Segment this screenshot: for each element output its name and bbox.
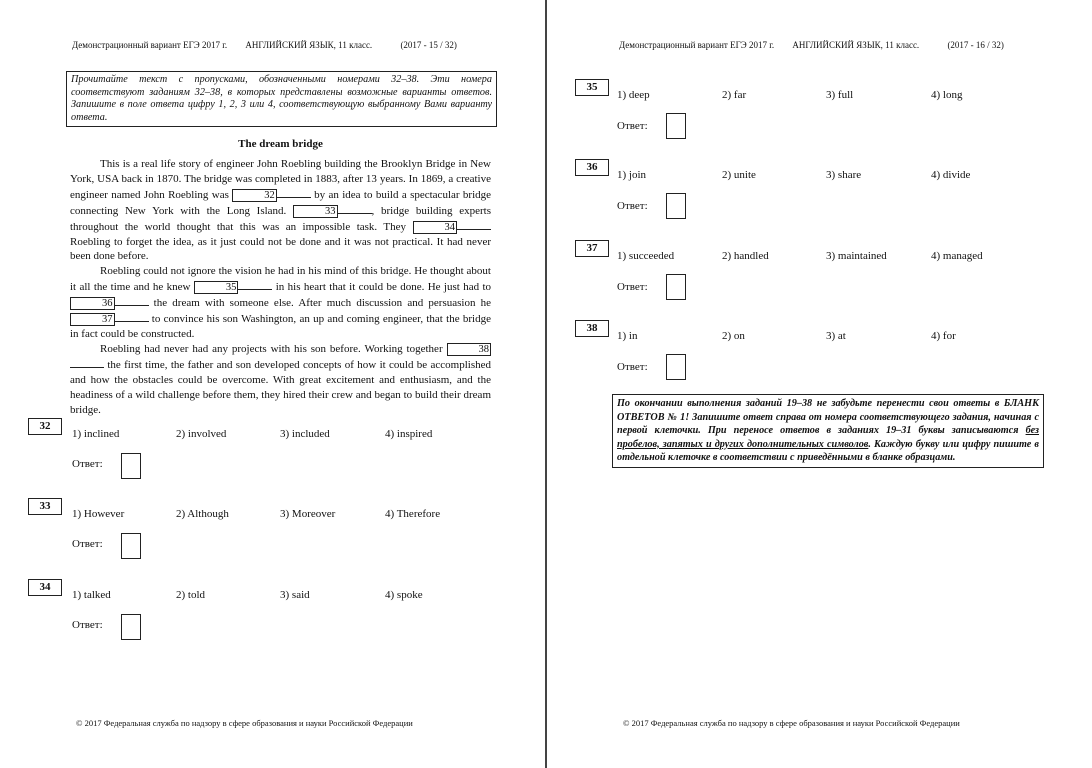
gap-blank [238, 279, 272, 290]
gap-blank [70, 357, 104, 368]
passage-paragraph: Roebling could not ignore the vision he had in his mind of this bridge. He thought about it all the time and he knew 35 in his heart that it could be done. He just had to 36 the dream with someone else. After much discussion and persuasion he 37 to convince his son Washington, an up and coming engineer, that the bridge in fact could be constructed. [70, 265, 492, 340]
answer-input-box[interactable] [666, 354, 686, 380]
answer-option: 4) long [931, 89, 963, 101]
answer-option: 3) at [826, 330, 846, 342]
page-header [72, 40, 457, 50]
question-number: 36 [575, 159, 609, 176]
answer-label: Ответ: [72, 538, 103, 550]
answer-option: 1) succeeded [617, 250, 675, 262]
answer-option: 1) inclined [72, 428, 120, 440]
answer-option: 3) full [826, 89, 854, 101]
page-left [0, 0, 545, 768]
question-35 [547, 79, 1092, 141]
gap-blank [457, 219, 491, 230]
question-number: 33 [28, 498, 62, 515]
question-number: 34 [28, 579, 62, 596]
answer-option: 2) on [722, 330, 745, 342]
question-number: 37 [575, 240, 609, 257]
answer-option: 4) Therefore [385, 508, 441, 520]
gap-number: 33 [293, 205, 338, 218]
answer-option: 1) talked [72, 589, 111, 601]
gap-blank [115, 295, 149, 306]
answer-option: 4) spoke [385, 589, 423, 601]
passage-paragraph: This is a real life story of engineer John Roebling building the Brooklyn Bridge in New York, USA back in 1870. The bridge was completed in 1883, after 13 years. In 1869, a creative engineer named John Roebling was 32 by an idea to build a spectacular bridge connecting New York with the Long Island. 33 , bridge building experts throughout the world thought that this was an impossible task. They 34 Roebling to forget the idea, as it just could not be done and it was not practical. It had never been done before. [70, 158, 492, 263]
answer-label: Ответ: [617, 120, 648, 132]
question-36 [547, 159, 1092, 221]
answer-input-box[interactable] [121, 614, 141, 640]
answer-label: Ответ: [617, 281, 648, 293]
answer-option: 4) inspired [385, 428, 433, 440]
question-number: 35 [575, 79, 609, 96]
answer-option: 2) involved [176, 428, 227, 440]
underlined-phrase: без пробелов, запятых и других дополнительных символов [617, 425, 1040, 450]
answer-input-box[interactable] [666, 113, 686, 139]
answer-option: 4) divide [931, 169, 971, 181]
answer-option: 3) Moreover [280, 508, 336, 520]
answer-option: 2) handled [722, 250, 769, 262]
gap-number: 38 [447, 343, 492, 356]
question-38 [547, 320, 1092, 382]
header-page-number: (2017 - 15 / 32) [400, 40, 457, 50]
header-exam-name: Демонстрационный вариант ЕГЭ 2017 г. [72, 40, 228, 50]
gap-number: 35 [194, 281, 239, 294]
answer-input-box[interactable] [666, 274, 686, 300]
answer-option: 2) unite [722, 169, 756, 181]
answer-option: 4) managed [931, 250, 983, 262]
page-right [547, 0, 1092, 768]
answer-option: 2) far [722, 89, 747, 101]
answer-label: Ответ: [72, 458, 103, 470]
gap-blank [277, 187, 311, 198]
final-reminder-note: По окончании выполнения заданий 19–38 не забудьте перенести свои ответы в БЛАНК ОТВЕТОВ № 1! Запишите ответ справа от номера соответствующего задания, начиная с первой клеточки. При переносе ответов в заданиях 19–31 буквы записываются без пробелов, запятых и других дополнительных символов. Каждую букву или цифру пишите в отдельной клеточке в соответствии с приведёнными в бланке образцами. [612, 394, 1044, 468]
answer-option: 3) share [826, 169, 862, 181]
answer-input-box[interactable] [666, 193, 686, 219]
answer-option: 3) said [280, 589, 310, 601]
gap-number: 34 [413, 221, 458, 234]
passage-paragraph: Roebling had never had any projects with his son before. Working together 38 the first time, the father and son developed concepts of how it could be accomplished and how the obstacles could be overcome. With great excitement and enthusiasm, and the headiness of a wild challenge before them, they hired their crew and began to build their dream bridge. [70, 342, 491, 416]
answer-label: Ответ: [617, 361, 648, 373]
header-exam-name: Демонстрационный вариант ЕГЭ 2017 г. [619, 40, 775, 50]
page-header [619, 40, 1004, 50]
header-subject: АНГЛИЙСКИЙ ЯЗЫК, 11 класс. [792, 40, 920, 50]
answer-input-box[interactable] [121, 533, 141, 559]
question-33 [0, 498, 545, 560]
gap-number: 37 [70, 313, 115, 326]
answer-label: Ответ: [72, 619, 103, 631]
answer-option: 3) included [280, 428, 330, 440]
answer-option: 1) in [617, 330, 638, 342]
answer-option: 1) join [617, 169, 647, 181]
question-number: 32 [28, 418, 62, 435]
gap-number: 32 [232, 189, 277, 202]
gap-blank [115, 311, 149, 322]
answer-option: 1) deep [617, 89, 650, 101]
question-32 [0, 418, 545, 480]
answer-option: 1) However [72, 508, 125, 520]
gap-number: 36 [70, 297, 115, 310]
header-subject: АНГЛИЙСКИЙ ЯЗЫК, 11 класс. [245, 40, 373, 50]
passage-title: The dream bridge [238, 138, 323, 150]
header-page-number: (2017 - 16 / 32) [947, 40, 1004, 50]
answer-input-box[interactable] [121, 453, 141, 479]
answer-option: 2) told [176, 589, 206, 601]
answer-label: Ответ: [617, 200, 648, 212]
answer-option: 3) maintained [826, 250, 887, 262]
page-footer: © 2017 Федеральная служба по надзору в сфере образования и науки Российской Федерации [623, 718, 960, 728]
task-instructions: Прочитайте текст с пропусками, обозначенными номерами 32–38. Эти номера соответствуют заданиям 32–38, в которых представлены возможные варианты ответов. Запишите в поле ответа цифру 1, 2, 3 или 4, соответствующую выбранному Вами варианту ответа. [66, 71, 497, 127]
question-34 [0, 579, 545, 641]
gap-blank [338, 203, 372, 214]
question-37 [547, 240, 1092, 302]
page-footer: © 2017 Федеральная служба по надзору в сфере образования и науки Российской Федерации [76, 718, 413, 728]
passage-text [70, 157, 491, 417]
answer-option: 2) Although [176, 508, 229, 520]
question-number: 38 [575, 320, 609, 337]
answer-option: 4) for [931, 330, 956, 342]
